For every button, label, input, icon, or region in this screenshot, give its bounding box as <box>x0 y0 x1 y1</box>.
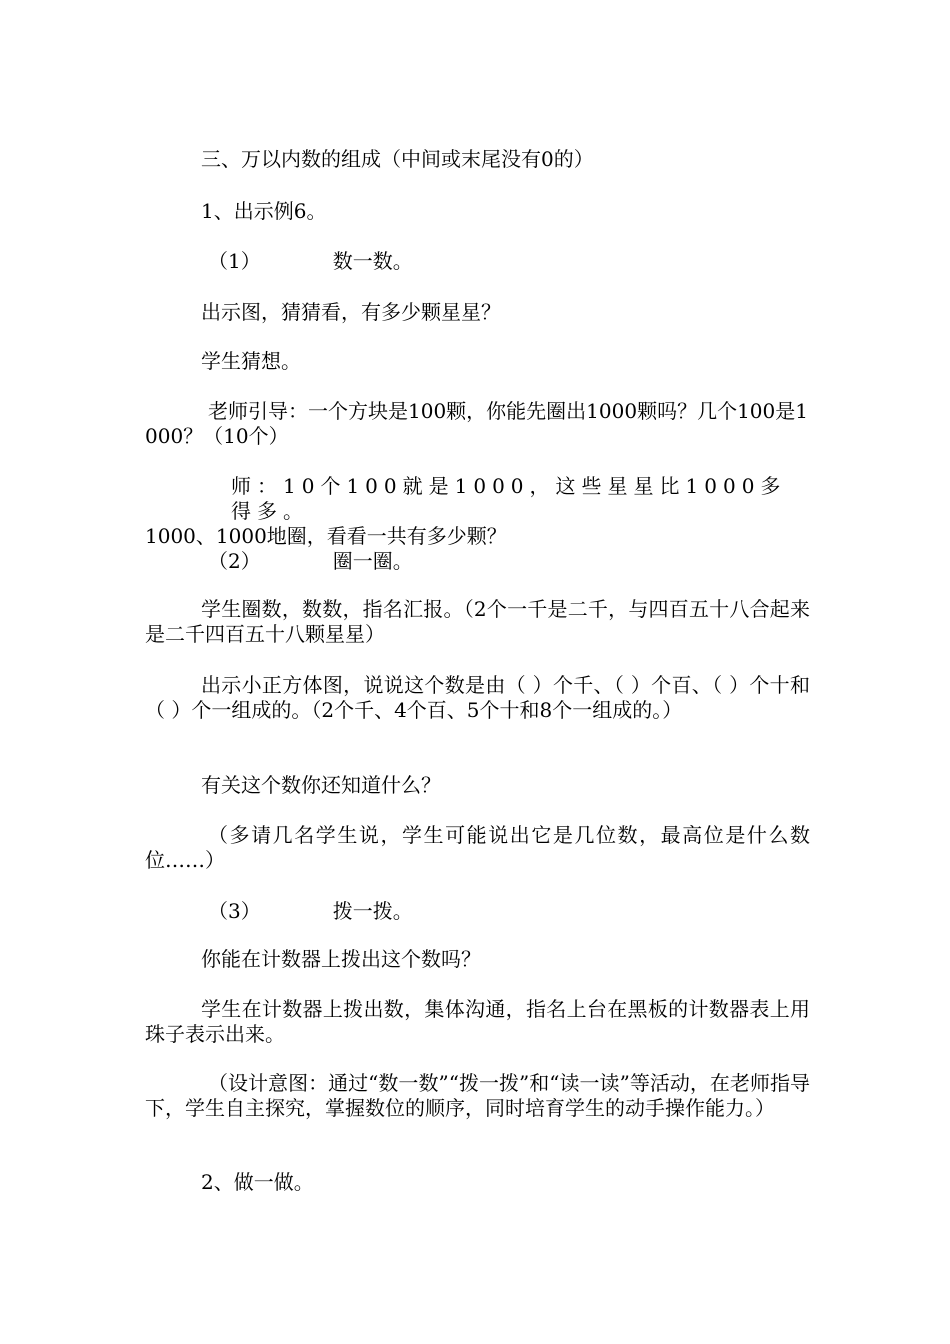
step-1-number: （1） <box>208 249 261 273</box>
paragraph-design-intent: （设计意图：通过“数一数”“拨一拨”和“读一读”等活动，在老师指导下，学生自主探究，掌握数位的顺序，同时培育学生的动手操作能力。） <box>145 1071 810 1120</box>
do-it-heading: 2、做一做。 <box>201 1170 314 1194</box>
paragraph-teacher-says <box>145 474 810 549</box>
teacher-says-line-2: 1000、1000地圈，看看一共有多少颗？ <box>145 524 507 548</box>
paragraph-more-students: （多请几名学生说，学生可能说出它是几位数，最高位是什么数位……） <box>145 823 810 872</box>
paragraph-abacus-question: 你能在计数器上拨出这个数吗？ <box>201 947 481 971</box>
paragraph-cube-picture: 出示小正方体图，说说这个数是由（ ）个千、（ ）个百、（ ）个十和（ ）个一组成的。（2个千、4个百、5个十和8个一组成的。） <box>145 673 810 722</box>
paragraph-show-picture: 出示图，猜猜看，有多少颗星星？ <box>201 300 501 324</box>
step-2-label: 圈一圈。 <box>332 549 413 573</box>
section-heading: 三、万以内数的组成（中间或末尾没有0的） <box>201 147 594 171</box>
step-3-label: 拨一拨。 <box>332 899 413 923</box>
example-heading: 1、出示例6。 <box>201 199 327 223</box>
teacher-says-line-1: 师：10个100就是1000，这些星星比1000多得多。 <box>231 474 787 523</box>
paragraph-abacus-students: 学生在计数器上拨出数，集体沟通，指名上台在黑板的计数器表上用珠子表示出来。 <box>145 997 810 1046</box>
paragraph-teacher-guide: 老师引导：一个方块是100颗，你能先圈出1000颗吗？几个100是1000？（10个） <box>145 399 808 448</box>
step-3-heading <box>145 899 810 924</box>
step-1-heading <box>145 249 810 274</box>
step-1-label: 数一数。 <box>332 249 413 273</box>
paragraph-student-guess: 学生猜想。 <box>201 349 301 373</box>
step-2-number: （2） <box>208 549 261 573</box>
paragraph-what-else: 有关这个数你还知道什么？ <box>201 773 441 797</box>
step-3-number: （3） <box>208 899 261 923</box>
step-2-heading <box>145 549 810 574</box>
paragraph-students-circle: 学生圈数，数数，指名汇报。（2个一千是二千，与四百五十八合起来是二千四百五十八颗星星） <box>145 597 810 646</box>
